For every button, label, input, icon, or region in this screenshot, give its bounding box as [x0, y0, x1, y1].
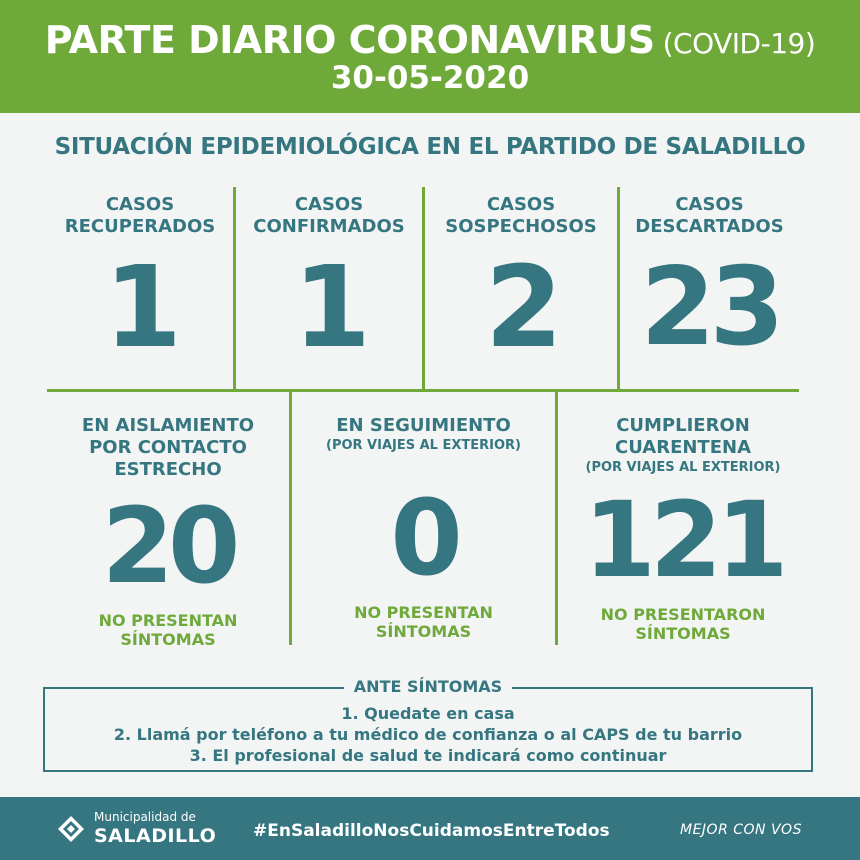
stat-monitoring	[292, 415, 555, 641]
saladillo-logo-icon	[58, 816, 84, 842]
stat-label: CASOS	[486, 194, 556, 215]
stat-value: 20	[101, 485, 235, 607]
stat-label: EN AISLAMIENTO	[81, 415, 255, 436]
stat-label: CUMPLIERON	[616, 415, 750, 436]
section-title: SITUACIÓN EPIDEMIOLÓGICA EN EL PARTIDO DE SALADILLO	[54, 134, 806, 160]
stat-note: NO PRESENTARON	[600, 605, 766, 624]
stat-suspected	[425, 194, 617, 373]
stat-label: RECUPERADOS	[64, 216, 216, 237]
symptoms-list	[45, 703, 811, 766]
symptoms-step: 1. Quedate en casa	[341, 704, 515, 723]
stat-value: 23	[640, 245, 779, 370]
header-banner	[0, 0, 860, 113]
slogan-logo: MEJOR CON VOS	[680, 822, 802, 838]
stat-label: CONFIRMADOS	[253, 216, 405, 237]
stat-label: SOSPECHOSOS	[445, 216, 597, 237]
stat-quarantine-completed	[558, 415, 808, 643]
header-title: PARTE DIARIO CORONAVIRUS	[44, 18, 655, 62]
stat-note: NO PRESENTAN	[98, 611, 238, 630]
stat-sublabel: (POR VIAJES AL EXTERIOR)	[585, 460, 781, 475]
stat-value: 1	[104, 243, 176, 373]
stat-value: 0	[390, 477, 457, 599]
stat-label: CUARENTENA	[615, 437, 751, 458]
symptoms-step: 2. Llamá por teléfono a tu médico de confianza o al CAPS de tu barrio	[113, 725, 743, 744]
stat-confirmed	[236, 194, 422, 373]
symptoms-title: ANTE SÍNTOMAS	[344, 677, 512, 696]
header-title-row	[0, 18, 860, 62]
stat-note: SÍNTOMAS	[120, 630, 216, 649]
municipality-small-label: Municipalidad de	[94, 810, 196, 824]
stat-sublabel: (POR VIAJES AL EXTERIOR)	[326, 438, 521, 453]
municipality-name: SALADILLO	[94, 825, 217, 847]
stat-label: EN SEGUIMIENTO	[336, 415, 511, 436]
stat-value: 121	[583, 479, 783, 601]
hashtag: #EnSaladilloNosCuidamosEntreTodos	[253, 821, 610, 841]
stat-note: SÍNTOMAS	[375, 622, 472, 641]
stat-label: CASOS	[675, 194, 744, 215]
stat-label: CASOS	[294, 194, 364, 215]
divider	[47, 389, 799, 392]
stat-recovered	[47, 194, 233, 373]
stat-label: POR CONTACTO	[89, 437, 247, 458]
stat-isolation	[47, 415, 289, 649]
stat-label: DESCARTADOS	[635, 216, 784, 237]
symptoms-step: 3. El profesional de salud te indicará como continuar	[189, 746, 667, 765]
stat-label: CASOS	[105, 194, 175, 215]
stat-value: 1	[293, 243, 365, 373]
stat-note: NO PRESENTAN	[354, 603, 493, 622]
stat-label: ESTRECHO	[114, 459, 222, 480]
report-date: 30-05-2020	[330, 60, 530, 96]
stat-value: 2	[485, 243, 557, 373]
symptoms-box	[43, 677, 813, 772]
header-subtitle: (COVID-19)	[662, 27, 816, 60]
symptoms-title-row	[45, 677, 811, 696]
stat-discarded	[620, 194, 799, 370]
stat-note: SÍNTOMAS	[635, 624, 731, 643]
